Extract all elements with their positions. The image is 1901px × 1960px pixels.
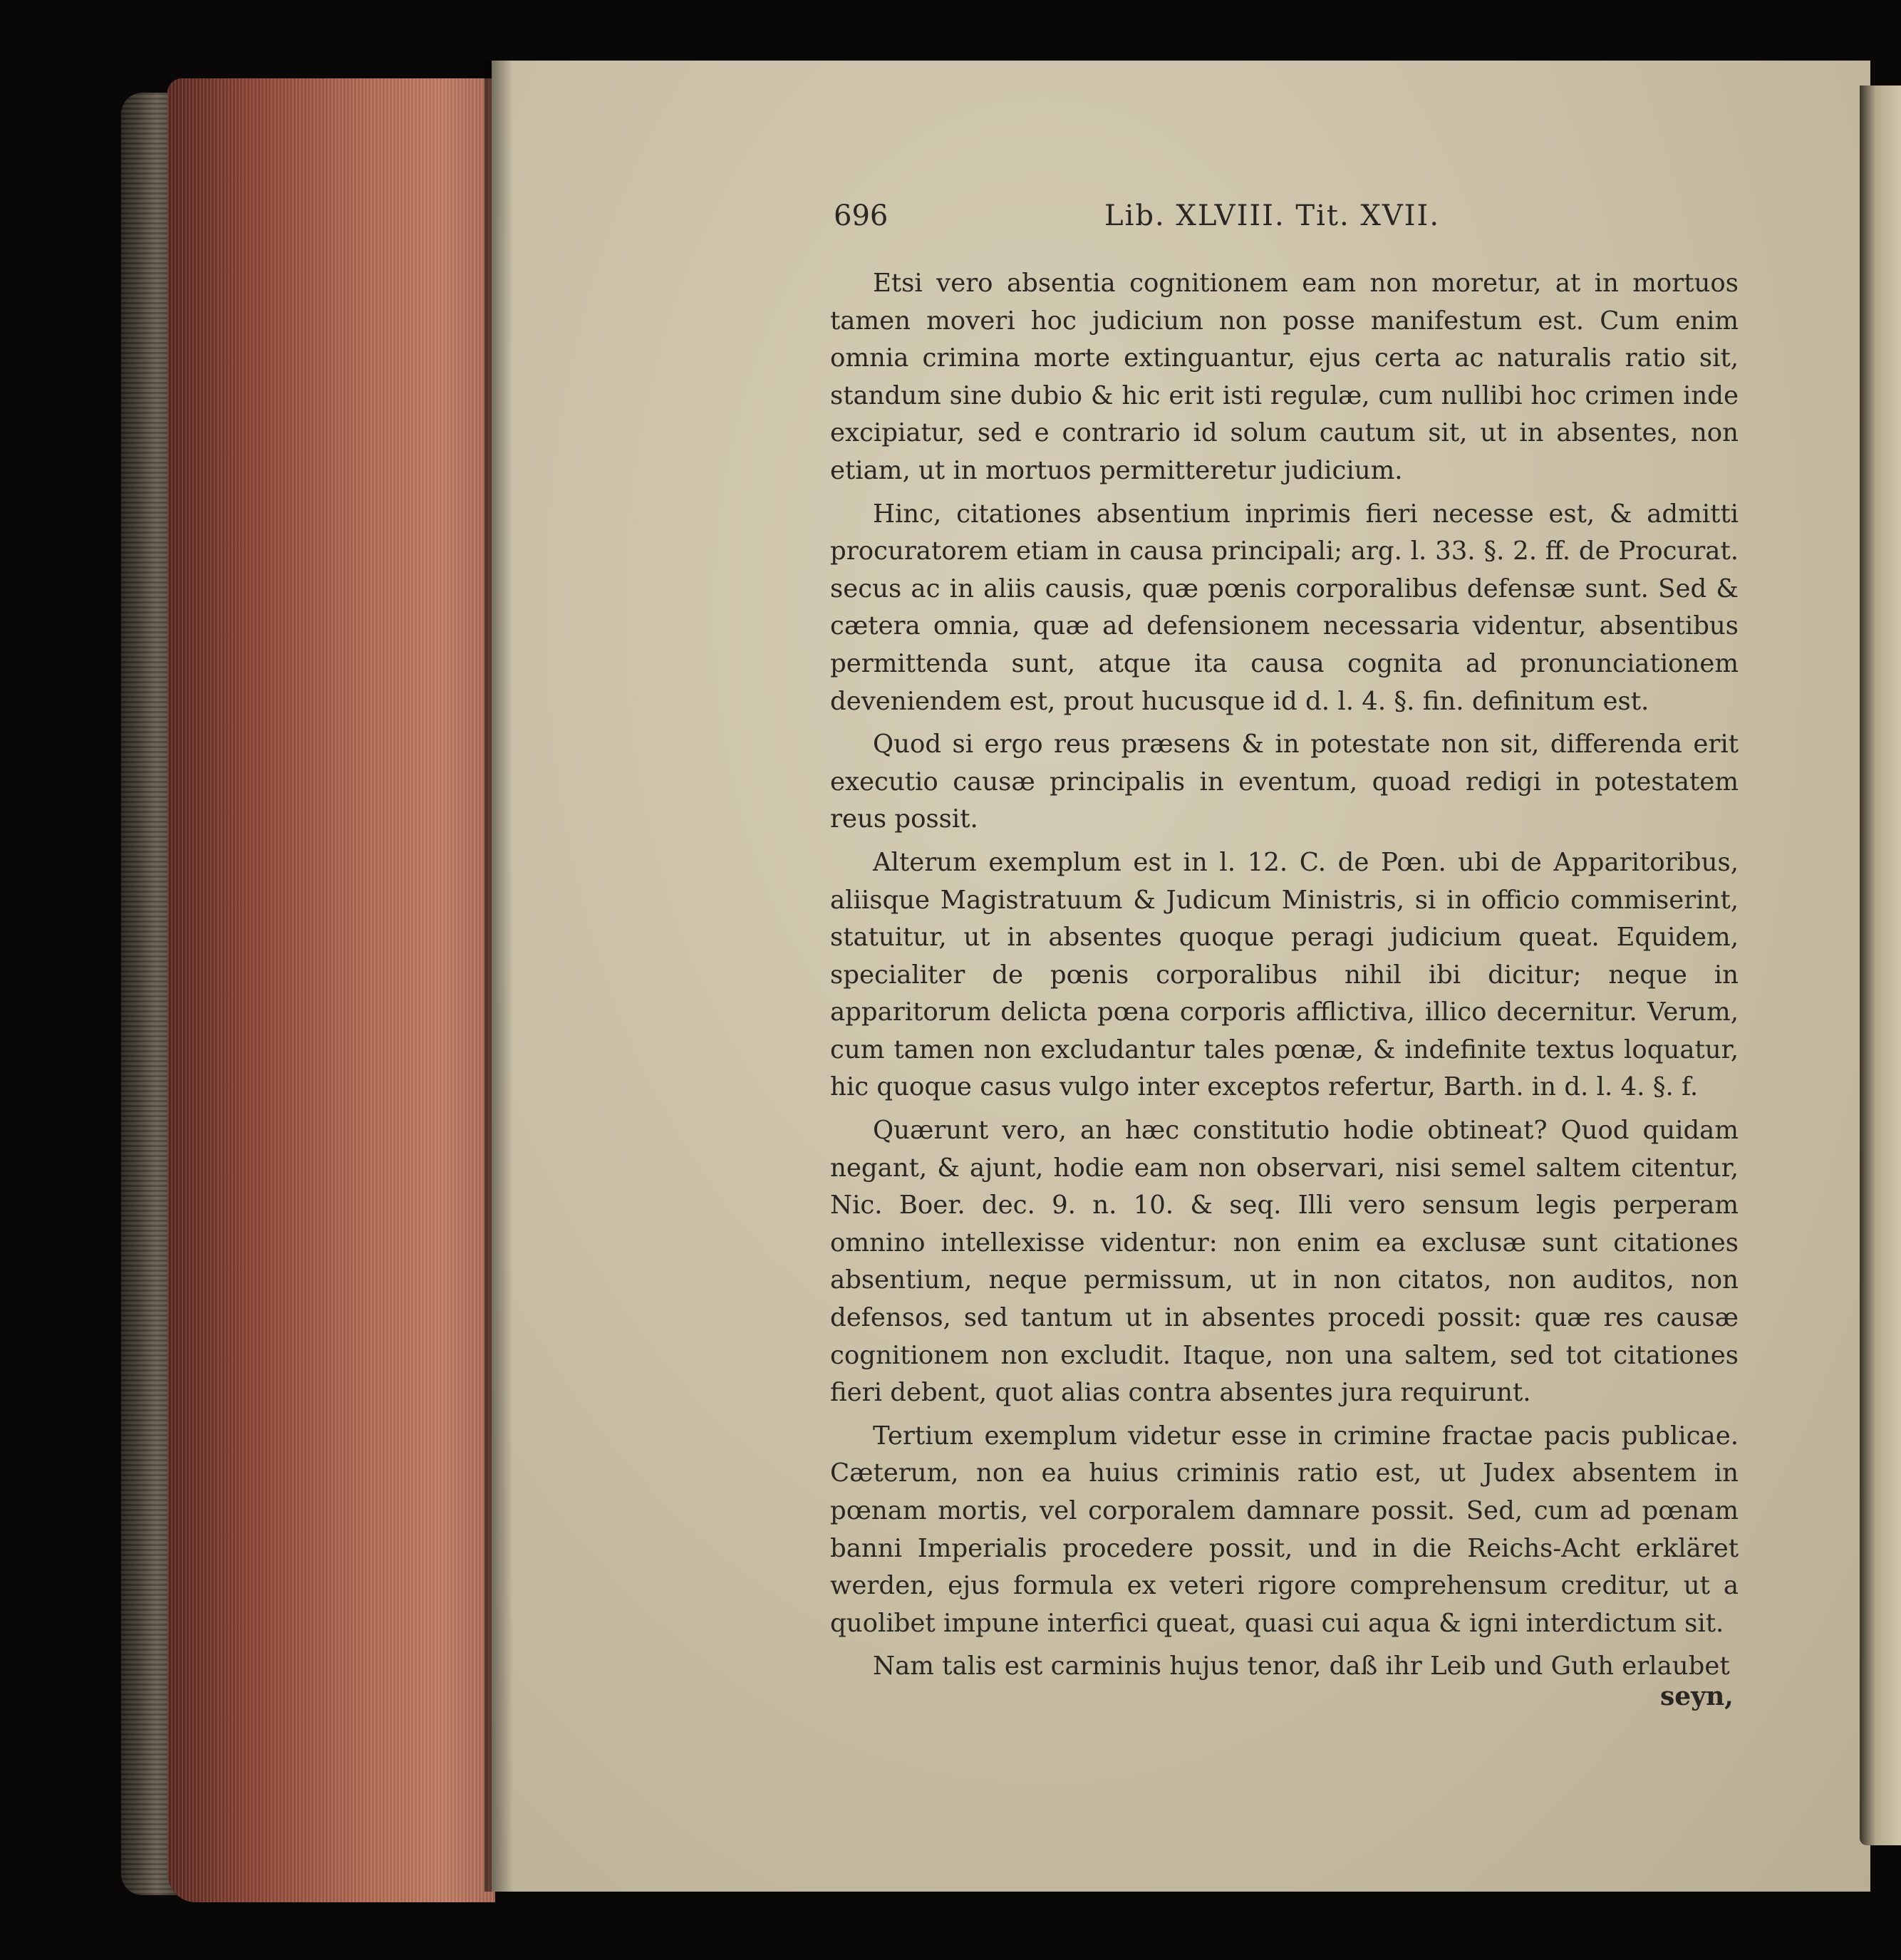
page-number: 696 (834, 199, 889, 232)
paragraph: Nam talis est carminis hujus tenor, daß ihr Leib und Guth erlaubet (873, 1652, 1730, 1681)
paragraph: Hinc, citationes absentium inprimis fieri necesse est, & admitti procuratorem etiam in causa principali; arg. l. 33. §. 2. ff. de Procurat. secus ac in aliis causis, quæ pœnis corporalibus defensæ sunt. Sed & cætera omnia, quæ ad defensionem necessaria videntur, absentibus permittenda sunt, atque ita causa cognita ad pronunciationem deveniendem est, prout hucusque id d. l. 4. §. fin. definitum est. (830, 499, 1739, 716)
paragraph: Alterum exemplum est in l. 12. C. de Pœn. ubi de Apparitoribus, aliisque Magistratuum & Judicum Ministris, si in officio commiserint, statuitur, ut in absentes quoque peragi judicium queat. Equidem, specialiter de pœnis corporalibus nihil ibi dicitur; neque in apparitorum delicta pœna corporis afflictiva, illico decernitur. Verum, cum tamen non excludantur tales pœnæ, & indefinite textus loquatur, hic quoque casus vulgo inter exceptos refertur, Barth. in d. l. 4. §. f. (830, 847, 1739, 1102)
page-body (830, 265, 1739, 1691)
page-edges (167, 78, 495, 1902)
paragraph: Quærunt vero, an hæc constitutio hodie obtineat? Quod quidam negant, & ajunt, hodie eam non observari, nisi semel saltem citentur, Nic. Boer. dec. 9. n. 10. & seq. Illi vero sensum legis perperam omnino intellexisse videntur: non enim ea exclusæ sunt citationes absentium, neque permissum, ut in non citatos, non auditos, non defensos, sed tantum ut in absentes procedi possit: quæ res causæ cognitionem non excludit. Itaque, non una saltem, sed tot citationes fieri debent, quot alias contra absentes jura requirunt. (830, 1116, 1739, 1408)
catchword: seyn, (1660, 1681, 1734, 1711)
paragraph: Etsi vero absentia cognitionem eam non moretur, at in mortuos tamen moveri hoc judicium non posse manifestum est. Cum enim omnia crimina morte extinguantur, ejus certa ac naturalis ratio sit, standum sine dubio & hic erit isti regulæ, cum nullibi hoc crimen inde excipiatur, sed e contrario id solum cautum sit, ut in absentes, non etiam, ut in mortuos permitteretur judicium. (830, 269, 1739, 485)
paragraph: Tertium exemplum videtur esse in crimine fractae pacis publicae. Cæterum, non ea huius criminis ratio est, ut Judex absentem in pœnam mortis, vel corporalem damnare possit. Sed, cum ad pœnam banni Imperialis procedere possit, und in die Reichs-Acht erkläret werden, ejus formula ex veteri rigore comprehensum creditur, ut a quolibet impune interfici queat, quasi cui aqua & igni interdictum sit. (830, 1421, 1739, 1638)
paragraph: Quod si ergo reus præsens & in potestate non sit, differenda erit executio causæ principalis in eventum, quoad redigi in potestatem reus possit. (830, 730, 1739, 834)
gutter-shadow (485, 61, 513, 1892)
running-head (834, 199, 1475, 242)
running-title: Lib. XLVIII. Tit. XVII. (1104, 199, 1441, 232)
facing-page-edge (1860, 85, 1901, 1845)
